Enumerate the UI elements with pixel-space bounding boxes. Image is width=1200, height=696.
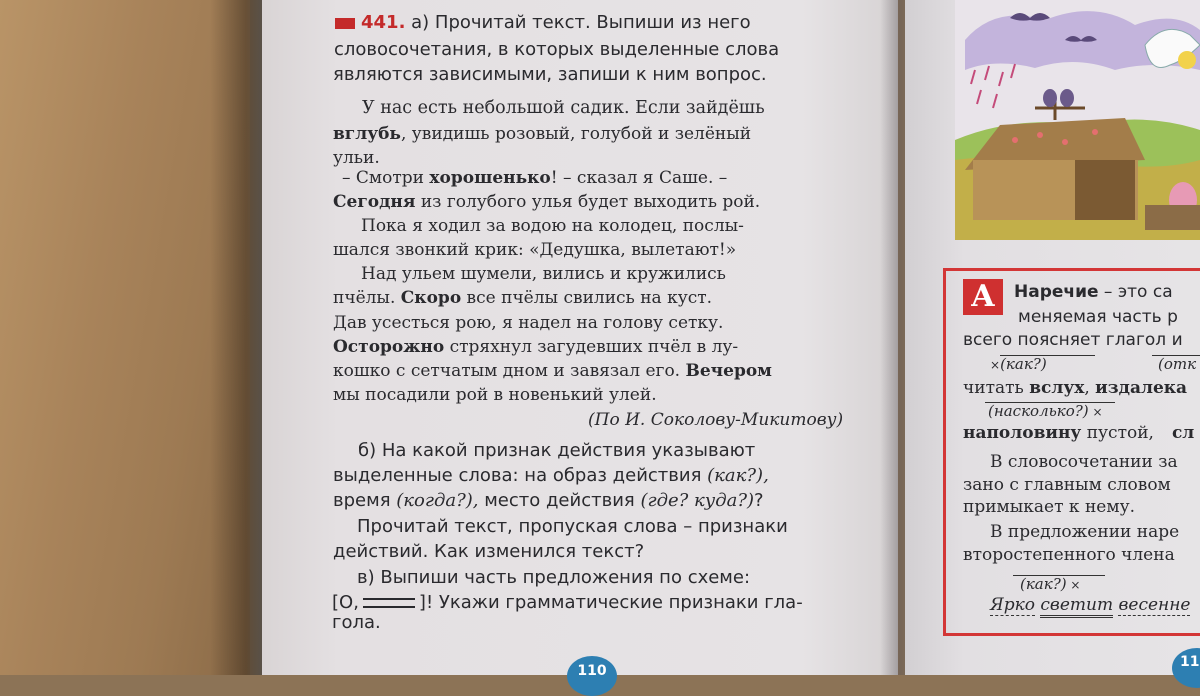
story-text: стряхнул загудевших пчёл в лу- xyxy=(444,337,739,357)
question-mark-2: (отк xyxy=(1158,355,1197,373)
rule-paragraph-1-line-2: зано с главным словом xyxy=(963,475,1171,495)
part-b-line-4: Прочитай текст, пропуская слова – признаки xyxy=(357,516,788,537)
story-text: кошко с сетчатым дном и завязал его. xyxy=(333,361,686,381)
rule-paragraph-1-line-3: примыкает к нему. xyxy=(963,497,1135,517)
story-line-6: Пока я ходил за водою на колодец, послы- xyxy=(361,216,744,236)
example-sentence xyxy=(990,595,1190,615)
task-part-a-text: а) Прочитай текст. Выпиши из него xyxy=(411,12,751,33)
part-b-line-5: действий. Как изменился текст? xyxy=(333,541,645,562)
story-text: – Смотри xyxy=(342,168,430,188)
dependency-arrow xyxy=(1000,355,1095,356)
part-b-text: выделенные слова: на образ действия xyxy=(333,465,708,486)
part-c-line-3: гола. xyxy=(332,612,381,633)
question-hint: (где? куда?) xyxy=(640,490,755,511)
task-marker-icon xyxy=(335,18,355,29)
question-hint: (как?) xyxy=(1000,355,1047,373)
predicate-example: светит xyxy=(1040,595,1113,618)
story-line-7: шался звонкий крик: «Дедушка, вылетают!» xyxy=(333,240,737,260)
part-c-line-2 xyxy=(332,592,803,613)
rule-paragraph-2-line-1: В предложении наре xyxy=(990,522,1180,542)
example-line-1 xyxy=(963,378,1187,398)
example-text: пустой, xyxy=(1081,423,1154,443)
story-line-8: Над ульем шумели, вились и кружились xyxy=(361,264,726,284)
example-text: читать xyxy=(963,378,1030,398)
highlighted-word: Скоро xyxy=(400,288,462,308)
example-text: весенне xyxy=(1118,595,1191,615)
story-line-9 xyxy=(333,288,712,308)
story-line-3: ульи. xyxy=(333,148,380,168)
task-header-line2: словосочетания, в которых выделенные слова xyxy=(334,39,780,60)
task-header-line3: являются зависимыми, запиши к ним вопрос. xyxy=(333,64,767,85)
story-line-10: Дав усесться рою, я надел на голову сетку. xyxy=(333,313,724,333)
part-b-text: место действия xyxy=(478,490,641,511)
page-number-left: 110 xyxy=(567,656,617,696)
rule-line-2: меняемая часть р xyxy=(1018,307,1178,327)
part-c-text: ]! Укажи грамматические признаки гла- xyxy=(418,592,803,613)
highlighted-word: хорошенько xyxy=(429,168,551,188)
part-b-text: ? xyxy=(754,490,764,511)
part-b-line-3 xyxy=(333,490,764,511)
story-text: , увидишь розовый, голубой и зелёный xyxy=(400,124,752,144)
rule-title xyxy=(1014,282,1173,302)
highlighted-word: Осторожно xyxy=(333,337,445,357)
highlighted-word: вглубь xyxy=(333,124,401,144)
question-mark-1: ×(как?) xyxy=(990,355,1047,373)
scheme-subject: [О, xyxy=(332,592,359,613)
rule-text: – это са xyxy=(1098,282,1173,302)
part-c-line-1: в) Выпиши часть предложения по схеме: xyxy=(357,567,751,588)
story-line-1: У нас есть небольшой садик. Если зайдёшь xyxy=(362,98,765,118)
dependency-arrow xyxy=(985,402,1115,403)
story-line-13: мы посадили рой в новенький улей. xyxy=(333,385,657,405)
rule-letter-icon: А xyxy=(963,279,1003,315)
adverb-example: Ярко xyxy=(990,595,1035,615)
dependency-arrow xyxy=(1152,355,1200,356)
part-b-text: время xyxy=(333,490,397,511)
story-text: ! – сказал я Саше. – xyxy=(550,168,728,188)
story-text: из голубого улья будет выходить рой. xyxy=(415,192,761,212)
example-text: , xyxy=(1084,378,1096,398)
question-hint: (когда?), xyxy=(396,490,479,511)
page-edge-shadow xyxy=(210,0,270,675)
task-number: 441. xyxy=(361,12,406,33)
predicate-scheme-line xyxy=(363,598,415,608)
part-b-line-1: б) На какой признак действия указывают xyxy=(358,440,756,461)
question-mark-3: (насколько?) × xyxy=(988,402,1103,420)
rule-paragraph-1-line-1: В словосочетании за xyxy=(990,452,1178,472)
story-line-11 xyxy=(333,337,738,357)
story-line-2 xyxy=(333,124,751,144)
example-line-2 xyxy=(963,423,1194,443)
adverb-example: наполовину xyxy=(963,423,1082,443)
story-line-4 xyxy=(342,168,727,188)
rule-paragraph-2-line-2: второстепенного члена xyxy=(963,545,1175,565)
adverb-example: издалека xyxy=(1095,378,1188,398)
rule-line-3: всего поясняет глагол и xyxy=(963,330,1183,350)
story-author: (По И. Соколову-Микитову) xyxy=(588,410,844,430)
task-header-line1 xyxy=(335,12,751,33)
part-b-line-2 xyxy=(333,465,769,486)
beehive-illustration xyxy=(955,0,1200,240)
story-text: пчёлы. xyxy=(333,288,401,308)
story-line-5 xyxy=(333,192,760,212)
highlighted-word: Вечером xyxy=(685,361,772,381)
highlighted-word: Сегодня xyxy=(333,192,416,212)
question-hint: (как?), xyxy=(707,465,769,486)
adverb-example: вслух xyxy=(1029,378,1085,398)
dependency-arrow xyxy=(1013,575,1105,576)
question-hint: (как?) xyxy=(1020,575,1067,593)
story-line-12 xyxy=(333,361,772,381)
page-number-right: 11 xyxy=(1172,648,1200,688)
rule-term: Наречие xyxy=(1014,282,1099,302)
question-mark-4: (как?) × xyxy=(1020,575,1081,593)
question-hint: (насколько?) xyxy=(988,402,1089,420)
story-text: все пчёлы свились на куст. xyxy=(461,288,713,308)
adverb-example: сл xyxy=(1171,423,1195,443)
